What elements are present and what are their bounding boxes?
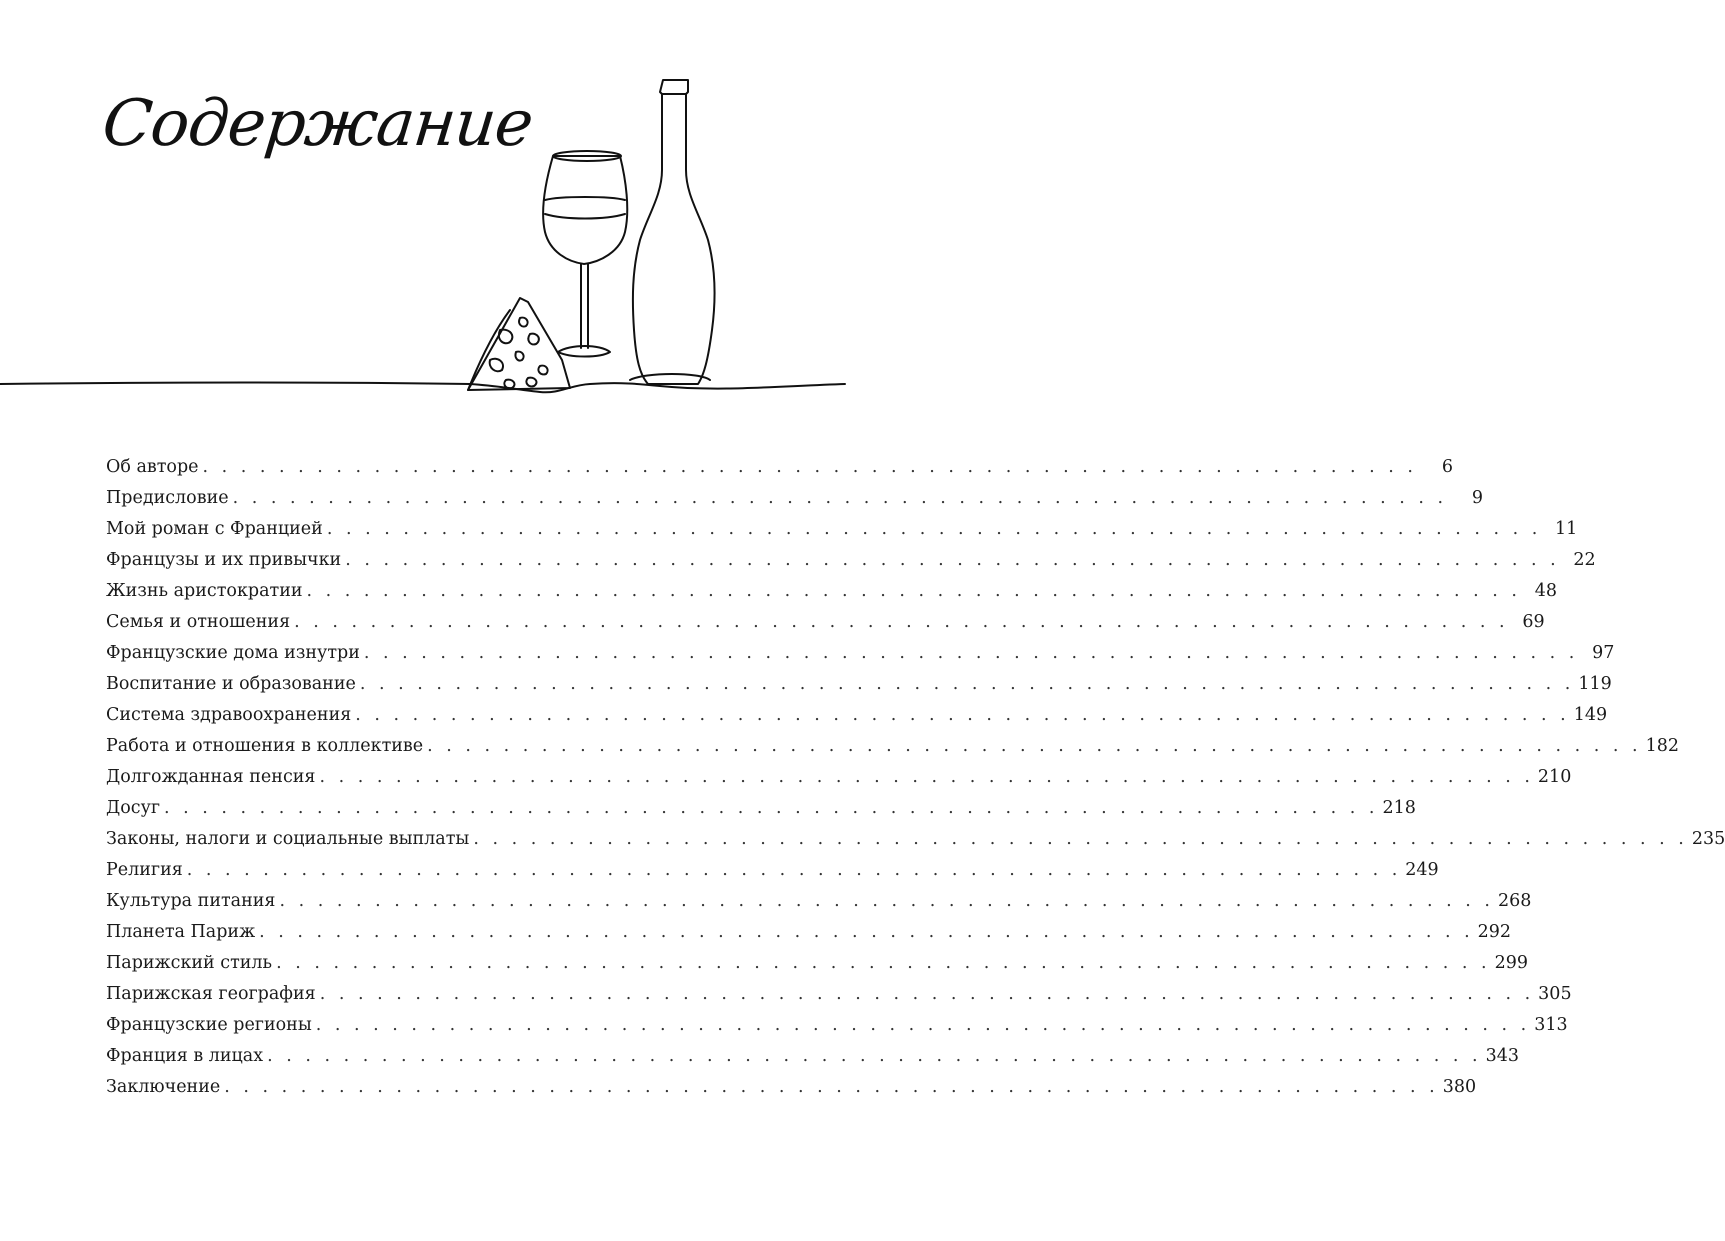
toc-leader-dots: . . . . . . . . . . . . . . . . . . . . . . . . . . . . . . . . . . . . . . . . . . . . . . . . . . . . . . . . . . . . . . . .: [427, 736, 1642, 756]
toc-leader-dots: . . . . . . . . . . . . . . . . . . . . . . . . . . . . . . . . . . . . . . . . . . . . . . . . . . . . . . . . . . . . . . . .: [319, 984, 1535, 1004]
toc-row[interactable]: [106, 452, 1453, 483]
toc-page-number: 235: [1691, 829, 1725, 849]
toc-page-number: 97: [1592, 643, 1615, 663]
toc-row[interactable]: [106, 731, 1680, 762]
toc-entry-title: Об авторе: [106, 457, 199, 477]
toc-leader-dots: . . . . . . . . . . . . . . . . . . . . . . . . . . . . . . . . . . . . . . . . . . . . . . . . . . . . . . . . . . . . . . . .: [315, 1015, 1531, 1035]
toc-row[interactable]: [106, 948, 1528, 979]
toc-row[interactable]: [106, 483, 1484, 514]
toc-page-number: 9: [1471, 488, 1484, 508]
toc-page-number: 210: [1537, 767, 1572, 787]
toc-row[interactable]: [106, 700, 1608, 731]
toc-entry-title: Франция в лицах: [106, 1046, 264, 1066]
toc-entry-title: Французские регионы: [106, 1015, 312, 1035]
toc-row[interactable]: [106, 824, 1725, 855]
toc-page-number: 268: [1497, 891, 1532, 911]
toc-row[interactable]: [106, 638, 1615, 669]
toc-entry-title: Религия: [106, 860, 183, 880]
toc-page-number: 218: [1382, 798, 1416, 818]
toc-page-number: 48: [1534, 581, 1557, 601]
toc-page-number: 6: [1441, 457, 1453, 477]
toc-leader-dots: . . . . . . . . . . . . . . . . . . . . . . . . . . . . . . . . . . . . . . . . . . . . . . . . . . . . . . . . . . . . . . . .: [319, 767, 1534, 787]
toc-entry-title: Культура питания: [106, 891, 276, 911]
toc-page-number: 313: [1534, 1015, 1568, 1035]
toc-leader-dots: . . . . . . . . . . . . . . . . . . . . . . . . . . . . . . . . . . . . . . . . . . . . . . . . . . . . . . . . . . . . . . . .: [359, 674, 1575, 694]
toc-row[interactable]: [106, 514, 1578, 545]
toc-page-number: 11: [1555, 519, 1578, 539]
toc-leader-dots: . . . . . . . . . . . . . . . . . . . . . . . . . . . . . . . . . . . . . . . . . . . . . . . . . . . . . . . . . . . . . . . .: [345, 550, 1560, 570]
toc-page-number: 249: [1405, 860, 1439, 880]
table-of-contents: [106, 452, 1725, 1103]
toc-entry-title: Жизнь аристократии: [106, 581, 303, 601]
toc-row[interactable]: [106, 1010, 1568, 1041]
toc-entry-title: Семья и отношения: [106, 612, 291, 632]
toc-row[interactable]: [106, 917, 1512, 948]
toc-leader-dots: . . . . . . . . . . . . . . . . . . . . . . . . . . . . . . . . . . . . . . . . . . . . . . . . . . . . . . . . . . . . . . . .: [363, 643, 1579, 663]
toc-entry-title: Французские дома изнутри: [106, 643, 360, 663]
toc-page-number: 149: [1573, 705, 1608, 725]
toc-entry-title: Парижский стиль: [106, 953, 273, 973]
toc-entry-title: Долгожданная пенсия: [106, 767, 316, 787]
toc-leader-dots: . . . . . . . . . . . . . . . . . . . . . . . . . . . . . . . . . . . . . . . . . . . . . . . . . . . . . . . . . . . . . . . .: [326, 519, 1542, 539]
toc-leader-dots: . . . . . . . . . . . . . . . . . . . . . . . . . . . . . . . . . . . . . . . . . . . . . . . . . . . . . . . . . . . . . . . .: [202, 457, 1417, 477]
wine-bottle-icon: [633, 80, 715, 384]
toc-leader-dots: . . . . . . . . . . . . . . . . . . . . . . . . . . . . . . . . . . . . . . . . . . . . . . . . . . . . . . . . . . . . . . . .: [473, 829, 1688, 849]
toc-entry-title: Французы и их привычки: [106, 550, 342, 570]
toc-page-number: 182: [1645, 736, 1680, 756]
toc-page-number: 69: [1522, 612, 1545, 632]
cheese-icon: [468, 298, 570, 390]
toc-leader-dots: . . . . . . . . . . . . . . . . . . . . . . . . . . . . . . . . . . . . . . . . . . . . . . . . . . . . . . . . . . . . . . . .: [276, 953, 1491, 973]
horizon-line: [0, 383, 845, 393]
toc-row[interactable]: [106, 855, 1439, 886]
toc-entry-title: Досуг: [106, 798, 161, 818]
wine-glass-icon: [543, 156, 627, 264]
toc-leader-dots: . . . . . . . . . . . . . . . . . . . . . . . . . . . . . . . . . . . . . . . . . . . . . . . . . . . . . . . . . . . . . . . .: [279, 891, 1494, 911]
toc-row[interactable]: [106, 607, 1545, 638]
toc-page-number: 119: [1578, 674, 1612, 694]
toc-entry-title: Работа и отношения в коллективе: [106, 736, 424, 756]
toc-leader-dots: . . . . . . . . . . . . . . . . . . . . . . . . . . . . . . . . . . . . . . . . . . . . . . . . . . . . . . . . . . . . . . . .: [224, 1077, 1439, 1097]
toc-page-number: 292: [1477, 922, 1512, 942]
toc-leader-dots: . . . . . . . . . . . . . . . . . . . . . . . . . . . . . . . . . . . . . . . . . . . . . . . . . . . . . . . . . . . . . . . .: [259, 922, 1474, 942]
toc-row[interactable]: [106, 979, 1572, 1010]
toc-leader-dots: . . . . . . . . . . . . . . . . . . . . . . . . . . . . . . . . . . . . . . . . . . . . . . . . . . . . . . . . . . . . . . . .: [306, 581, 1521, 601]
toc-entry-title: Мой роман с Францией: [106, 519, 323, 539]
toc-entry-title: Парижская география: [106, 984, 316, 1004]
toc-row[interactable]: [106, 762, 1572, 793]
toc-page-number: 380: [1442, 1077, 1477, 1097]
toc-leader-dots: . . . . . . . . . . . . . . . . . . . . . . . . . . . . . . . . . . . . . . . . . . . . . . . . . . . . . . . . . . . . . . . .: [186, 860, 1402, 880]
toc-page-number: 22: [1573, 550, 1596, 570]
toc-page-number: 343: [1485, 1046, 1519, 1066]
toc-row[interactable]: [106, 545, 1596, 576]
wine-cheese-line-illustration: [0, 60, 845, 410]
toc-entry-title: Воспитание и образование: [106, 674, 356, 694]
toc-row[interactable]: [106, 1041, 1519, 1072]
toc-leader-dots: . . . . . . . . . . . . . . . . . . . . . . . . . . . . . . . . . . . . . . . . . . . . . . . . . . . . . . . . . . . . . . . .: [355, 705, 1570, 725]
toc-row[interactable]: [106, 1072, 1477, 1103]
toc-row[interactable]: [106, 576, 1557, 607]
toc-page-number: 299: [1494, 953, 1528, 973]
toc-leader-dots: . . . . . . . . . . . . . . . . . . . . . . . . . . . . . . . . . . . . . . . . . . . . . . . . . . . . . . . . . . . . . . . .: [294, 612, 1509, 632]
toc-entry-title: Заключение: [106, 1077, 221, 1097]
toc-row[interactable]: [106, 669, 1612, 700]
toc-entry-title: Законы, налоги и социальные выплаты: [106, 829, 470, 849]
toc-leader-dots: . . . . . . . . . . . . . . . . . . . . . . . . . . . . . . . . . . . . . . . . . . . . . . . . . . . . . . . . . . . . . . . .: [267, 1046, 1482, 1066]
toc-page-number: 305: [1538, 984, 1572, 1004]
toc-leader-dots: . . . . . . . . . . . . . . . . . . . . . . . . . . . . . . . . . . . . . . . . . . . . . . . . . . . . . . . . . . . . . . . .: [232, 488, 1448, 508]
toc-entry-title: Система здравоохранения: [106, 705, 352, 725]
toc-leader-dots: . . . . . . . . . . . . . . . . . . . . . . . . . . . . . . . . . . . . . . . . . . . . . . . . . . . . . . . . . . . . . . . .: [164, 798, 1379, 818]
toc-row[interactable]: [106, 886, 1532, 917]
toc-entry-title: Предисловие: [106, 488, 229, 508]
page-title: Содержание: [99, 87, 536, 161]
toc-entry-title: Планета Париж: [106, 922, 256, 942]
toc-row[interactable]: [106, 793, 1416, 824]
